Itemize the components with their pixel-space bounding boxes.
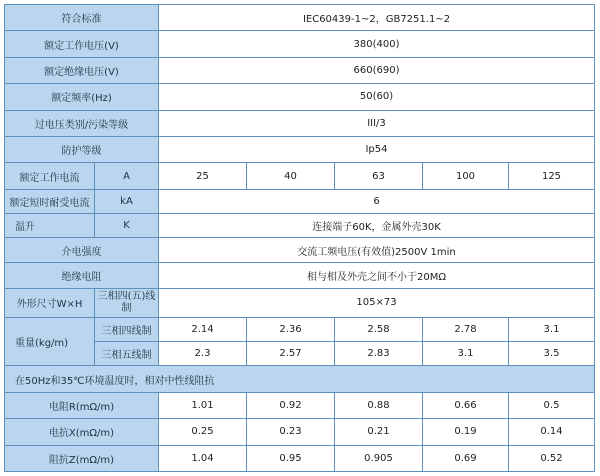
weight-value: 2.3 xyxy=(159,341,247,365)
weight-value: 2.78 xyxy=(423,317,509,341)
rated-current-value: 125 xyxy=(509,163,595,189)
dimensions-sub-label: 三相四(五)线制 xyxy=(95,289,159,317)
short-time-current-value: 6 xyxy=(159,189,595,213)
frequency-label: 额定频率(Hz) xyxy=(5,84,159,110)
rated-current-value: 25 xyxy=(159,163,247,189)
reactance-label: 电抗X(mΩ/m) xyxy=(5,419,159,445)
rated-voltage-value: 380(400) xyxy=(159,31,595,57)
impedance-value: 1.04 xyxy=(159,445,247,471)
weight-value: 2.57 xyxy=(247,341,335,365)
row-reactance xyxy=(5,419,595,445)
reactance-value: 0.23 xyxy=(247,419,335,445)
weight-five-wire-label: 三相五线制 xyxy=(95,341,159,365)
temperature-rise-value: 连接端子60K，金属外壳30K xyxy=(159,214,595,238)
weight-value: 3.1 xyxy=(509,317,595,341)
short-time-current-label: 额定短时耐受电流 xyxy=(5,189,95,213)
rated-current-unit: A xyxy=(95,163,159,189)
weight-value: 3.5 xyxy=(509,341,595,365)
impedance-value: 0.69 xyxy=(423,445,509,471)
row-dimensions xyxy=(5,289,595,317)
impedance-label: 阻抗Z(mΩ/m) xyxy=(5,445,159,471)
row-rated-voltage xyxy=(5,31,595,57)
weight-value: 2.83 xyxy=(335,341,423,365)
short-time-current-unit: kA xyxy=(95,189,159,213)
row-insulation-voltage xyxy=(5,57,595,83)
impedance-value: 0.905 xyxy=(335,445,423,471)
resistance-value: 0.66 xyxy=(423,392,509,418)
row-weight-four-wire xyxy=(5,317,595,341)
resistance-label: 电阻R(mΩ/m) xyxy=(5,392,159,418)
row-insulation-resistance xyxy=(5,262,595,288)
reactance-value: 0.21 xyxy=(335,419,423,445)
row-dielectric xyxy=(5,238,595,262)
overvoltage-label: 过电压类别/污染等级 xyxy=(5,110,159,136)
spec-table xyxy=(4,4,595,472)
row-condition xyxy=(5,366,595,392)
frequency-value: 50(60) xyxy=(159,84,595,110)
dielectric-value: 交流工频电压(有效值)2500V 1min xyxy=(159,238,595,262)
resistance-value: 0.5 xyxy=(509,392,595,418)
reactance-value: 0.25 xyxy=(159,419,247,445)
weight-label: 重量(kg/m) xyxy=(5,317,95,366)
protection-value: Ip54 xyxy=(159,136,595,162)
row-resistance xyxy=(5,392,595,418)
weight-value: 2.14 xyxy=(159,317,247,341)
temperature-rise-label: 温升 xyxy=(5,214,95,238)
rated-current-label: 额定工作电流 xyxy=(5,163,95,189)
insulation-voltage-label: 额定绝缘电压(V) xyxy=(5,57,159,83)
rated-current-value: 63 xyxy=(335,163,423,189)
insulation-voltage-value: 660(690) xyxy=(159,57,595,83)
dimensions-label: 外形尺寸W×H xyxy=(5,289,95,317)
row-overvoltage xyxy=(5,110,595,136)
row-temperature-rise xyxy=(5,214,595,238)
impedance-condition-label: 在50Hz和35℃环境温度时，相对中性线阻抗 xyxy=(5,366,595,392)
reactance-value: 0.14 xyxy=(509,419,595,445)
row-rated-current xyxy=(5,163,595,189)
dimensions-value: 105×73 xyxy=(159,289,595,317)
resistance-value: 0.92 xyxy=(247,392,335,418)
rated-current-value: 100 xyxy=(423,163,509,189)
weight-value: 2.36 xyxy=(247,317,335,341)
impedance-value: 0.52 xyxy=(509,445,595,471)
resistance-value: 0.88 xyxy=(335,392,423,418)
insulation-resistance-label: 绝缘电阻 xyxy=(5,262,159,288)
rated-current-value: 40 xyxy=(247,163,335,189)
impedance-value: 0.95 xyxy=(247,445,335,471)
protection-label: 防护等级 xyxy=(5,136,159,162)
weight-four-wire-label: 三相四线制 xyxy=(95,317,159,341)
row-short-time-current xyxy=(5,189,595,213)
weight-value: 2.58 xyxy=(335,317,423,341)
resistance-value: 1.01 xyxy=(159,392,247,418)
standard-label: 符合标准 xyxy=(5,5,159,31)
row-protection xyxy=(5,136,595,162)
rated-voltage-label: 额定工作电压(V) xyxy=(5,31,159,57)
dielectric-label: 介电强度 xyxy=(5,238,159,262)
row-impedance xyxy=(5,445,595,471)
row-standard xyxy=(5,5,595,31)
standard-value: IEC60439-1~2，GB7251.1~2 xyxy=(159,5,595,31)
insulation-resistance-value: 相与相及外壳之间不小于20MΩ xyxy=(159,262,595,288)
weight-value: 3.1 xyxy=(423,341,509,365)
reactance-value: 0.19 xyxy=(423,419,509,445)
temperature-rise-unit: K xyxy=(95,214,159,238)
overvoltage-value: III/3 xyxy=(159,110,595,136)
row-frequency xyxy=(5,84,595,110)
